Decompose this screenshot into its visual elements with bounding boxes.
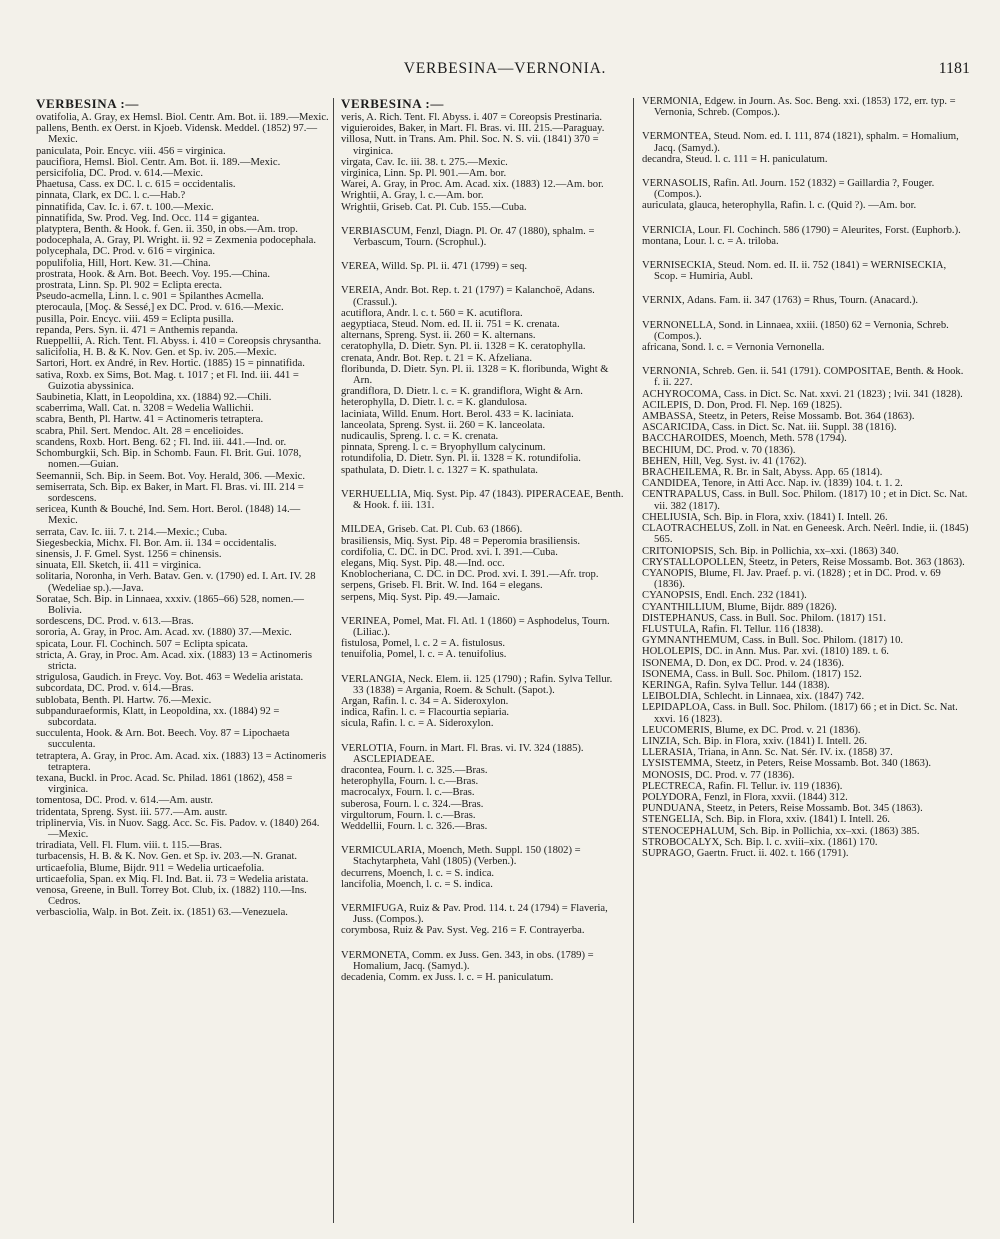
species-entry: macrocalyx, Fourn. l. c.—Bras. — [341, 787, 475, 799]
genus-entry: VERNISECKIA, Steud. Nom. ed. II. ii. 752 (1841) = WERNISECKIA, Scop. = Humiria, Aubl. — [642, 260, 947, 283]
synonym-entry: PLECTRECA, Rafin. Fl. Tellur. iv. 119 (1836). — [642, 780, 843, 792]
species-entry: spathulata, D. Dietr. l. c. 1327 = K. spathulata. — [341, 464, 538, 476]
species-entry: Soratae, Sch. Bip. in Linnaea, xxxiv. (1865–66) 528, nomen.—Bolivia. — [36, 593, 304, 616]
species-entry: prostrata, Hook. & Arn. Bot. Beech. Voy. 195.—China. — [36, 268, 271, 280]
species-entry: floribunda, D. Dietr. Syn. Pl. ii. 1328 = K. floribunda, Wight & Arn. — [341, 363, 609, 387]
species-entry: sativa, Roxb. ex Sims, Bot. Mag. t. 1017 ; et Fl. Ind. iii. 441 = Guizotia abyssinica. — [36, 369, 299, 392]
synonym-entry: BEHEN, Hill, Veg. Syst. iv. 41 (1762). — [642, 455, 807, 467]
species-entry: Rueppellii, A. Rich. Tent. Fl. Abyss. i. 410 = Coreopsis chrysantha. — [36, 336, 322, 348]
species-entry: repanda, Pers. Syn. ii. 471 = Anthemis repanda. — [36, 324, 238, 336]
species-entry: villosa, Nutt. in Trans. Am. Phil. Soc. N. S. vii. (1841) 370 = virginica. — [341, 134, 599, 157]
species-entry: heterophylla, Fourn. l. c.—Bras. — [341, 776, 479, 788]
species-entry: Argan, Rafin. l. c. 34 = A. Sideroxylon. — [341, 695, 509, 707]
column-right — [642, 96, 972, 1226]
page-header — [40, 60, 970, 88]
synonym-entry: LEIBOLDIA, Schlecht. in Linnaea, xix. (1847) 742. — [642, 691, 865, 703]
synonym-entry: STENOCEPHALUM, Sch. Bip. in Pollichia, xx–xxi. (1863) 385. — [642, 825, 920, 837]
species-entry: laciniata, Willd. Enum. Hort. Berol. 433 = K. laciniata. — [341, 408, 574, 420]
species-entry: venosa, Greene, in Bull. Torrey Bot. Club, ix. (1882) 110.—Ins. Cedros. — [36, 885, 307, 908]
species-entry: Wrightii, Griseb. Cat. Pl. Cub. 155.—Cuba. — [341, 201, 527, 213]
species-entry: scaberrima, Wall. Cat. n. 3208 = Wedelia Wallichii. — [36, 403, 254, 415]
species-entry: pinnata, Clark, ex DC. l. c.—Hab.? — [36, 190, 186, 202]
synonym-entry: ACHYROCOMA, Cass. in Dict. Sc. Nat. xxvi. 21 (1823) ; lvii. 341 (1828). — [642, 388, 963, 400]
species-entry: montana, Lour. l. c. = A. triloba. — [642, 235, 779, 247]
genus-entry: VERMONTEA, Steud. Nom. ed. I. 111, 874 (1821), sphalm. = Homalium, Jacq. (Samyd.). — [642, 131, 959, 154]
species-entry: lancifolia, Moench, l. c. = S. indica. — [341, 878, 493, 890]
species-entry: strigulosa, Gaudich. in Freyc. Voy. Bot. 463 = Wedelia aristata. — [36, 672, 304, 684]
species-entry: pusilla, Poir. Encyc. viii. 459 = Eclipta pusilla. — [36, 313, 234, 325]
species-entry: sicula, Rafin. l. c. = A. Sideroxylon. — [341, 718, 494, 730]
species-entry: pterocaula, [Moç. & Sessé,] ex DC. Prod. v. 616.—Mexic. — [36, 302, 284, 314]
species-entry: sublobata, Benth. Pl. Hartw. 76.—Mexic. — [36, 694, 212, 706]
genus-entry: VERHUELLIA, Miq. Syst. Pip. 47 (1843). PIPERACEAE, Benth. & Hook. f. iii. 131. — [341, 488, 624, 512]
synonym-entry: CRYSTALLOPOLLEN, Steetz, in Peters, Reise Mossamb. Bot. 363 (1863). — [642, 556, 965, 568]
dictionary-columns — [36, 96, 976, 1226]
species-entry: suberosa, Fourn. l. c. 324.—Bras. — [341, 798, 484, 810]
synonym-entry: CRITONIOPSIS, Sch. Bip. in Pollichia, xx–xxi. (1863) 340. — [642, 545, 899, 557]
species-entry: Siegesbeckia, Michx. Fl. Bor. Am. ii. 134 = occidentalis. — [36, 537, 277, 549]
synonym-entry: STENGELIA, Sch. Bip. in Flora, xxiv. (1841) I. Intell. 26. — [642, 814, 890, 826]
species-entry: acutiflora, Andr. l. c. t. 560 = K. acutiflora. — [341, 307, 523, 319]
species-entry: prostrata, Linn. Sp. Pl. 902 = Eclipta erecta. — [36, 280, 223, 292]
species-entry: spicata, Lour. Fl. Cochinch. 507 = Eclipta spicata. — [36, 638, 248, 650]
species-entry: ovatifolia, A. Gray, ex Hemsl. Biol. Centr. Am. Bot. ii. 189.—Mexic. — [36, 112, 329, 123]
synonym-entry: LINZIA, Sch. Bip. in Flora, xxiv. (1841) I. Intell. 26. — [642, 735, 867, 747]
species-entry: Weddellii, Fourn. l. c. 326.—Bras. — [341, 820, 488, 832]
column-left — [36, 96, 329, 1226]
species-entry: pinnatifida, Cav. Ic. i. 67. t. 100.—Mexic. — [36, 201, 214, 213]
genus-entry: VERNASOLIS, Rafin. Atl. Journ. 152 (1832) = Gaillardia ?, Fouger. (Compos.). — [642, 178, 935, 201]
species-entry: sinuata, Ell. Sketch, ii. 411 = virginica. — [36, 560, 202, 572]
species-entry: stricta, A. Gray, in Proc. Am. Acad. xix. (1883) 13 = Actinomeris stricta. — [36, 649, 312, 672]
genus-entry: VERMONIA, Edgew. in Journ. As. Soc. Beng. xxi. (1853) 172, err. typ. = Vernonia, Schreb. (Compos.). — [642, 96, 956, 119]
synonym-entry: GYMNANTHEMUM, Cass. in Bull. Soc. Philom. (1817) 10. — [642, 635, 904, 647]
synonym-entry: DISTEPHANUS, Cass. in Bull. Soc. Philom. (1817) 151. — [642, 612, 886, 624]
species-entry: tomentosa, DC. Prod. v. 614.—Am. austr. — [36, 795, 214, 807]
species-entry: triplinervia, Vis. in Nuov. Sagg. Acc. Sc. Fis. Padov. v. (1840) 264.—Mexic. — [36, 817, 320, 840]
genus-entry: VERMIFUGA, Ruiz & Pav. Prod. 114. t. 24 (1794) = Flaveria, Juss. (Compos.). — [341, 902, 608, 926]
species-entry: Saubinetia, Klatt, in Leopoldina, xx. (1884) 92.—Chili. — [36, 392, 272, 404]
species-entry: cordifolia, C. DC. in DC. Prod. xvi. I. 391.—Cuba. — [341, 546, 558, 558]
species-entry: grandiflora, D. Dietr. l. c. = K. grandiflora, Wight & Arn. — [341, 386, 583, 398]
synonym-entry: MONOSIS, DC. Prod. v. 77 (1836). — [642, 769, 795, 781]
synonym-entry: ISONEMA, Cass. in Bull. Soc. Philom. (1817) 152. — [642, 668, 862, 680]
genus-entry: MILDEA, Griseb. Cat. Pl. Cub. 63 (1866). — [341, 524, 523, 536]
synonym-entry: LLERASIA, Triana, in Ann. Sc. Nat. Sér. IV. ix. (1858) 37. — [642, 747, 893, 759]
species-entry: urticaefolia, Span. ex Miq. Fl. Ind. Bat. ii. 73 = Wedelia aristata. — [36, 873, 309, 885]
species-entry: Seemannii, Sch. Bip. in Seem. Bot. Voy. Herald, 306. —Mexic. — [36, 470, 306, 482]
synonym-entry: ASCARICIDA, Cass. in Dict. Sc. Nat. iii. Suppl. 38 (1816). — [642, 422, 897, 434]
genus-entry: VERNONELLA, Sond. in Linnaea, xxiii. (1850) 62 = Vernonia, Schreb. (Compos.). — [642, 319, 949, 342]
species-entry: brasiliensis, Miq. Syst. Pip. 48 = Peperomia brasiliensis. — [341, 535, 581, 547]
species-entry: lanceolata, Spreng. Syst. ii. 260 = K. lanceolata. — [341, 419, 545, 431]
species-entry: auriculata, glauca, heterophylla, Rafin. l. c. (Quid ?). —Am. bor. — [642, 200, 917, 212]
species-entry: solitaria, Noronha, in Verh. Batav. Gen. v. (1790) ed. I. Art. IV. 28 (Wedeliae sp.).—Java. — [36, 571, 316, 594]
genus-entry: VEREIA, Andr. Bot. Rep. t. 21 (1797) = Kalanchoë, Adans. (Crassul.). — [341, 285, 595, 308]
species-entry: africana, Sond. l. c. = Vernonia Vernonella. — [642, 342, 825, 354]
species-entry: decandra, Steud. l. c. 111 = H. paniculatum. — [642, 153, 828, 165]
species-entry: scabra, Benth, Pl. Hartw. 41 = Actinomeris tetraptera. — [36, 414, 264, 426]
species-entry: Wrightii, A. Gray, l. c.—Am. bor. — [341, 190, 484, 202]
species-entry: Schomburgkii, Sch. Bip. in Schomb. Faun. Fl. Brit. Gui. 1078, nomen.—Guian. — [36, 448, 302, 471]
species-entry: semiserrata, Sch. Bip. ex Baker, in Mart. Fl. Bras. vi. III. 214 = sordescens. — [36, 481, 304, 504]
species-entry: succulenta, Hook. & Arn. Bot. Beech. Voy. 87 = Lipochaeta succulenta. — [36, 728, 290, 751]
synonym-entry: BACCHAROIDES, Moench, Meth. 578 (1794). — [642, 433, 847, 445]
species-entry: sinensis, J. F. Gmel. Syst. 1256 = chinensis. — [36, 548, 222, 560]
species-entry: podocephala, A. Gray, Pl. Wright. ii. 92 = Zexmenia podocephala. — [36, 235, 317, 247]
synonym-entry: CLAOTRACHELUS, Zoll. in Nat. en Geneesk. Arch. Neêrl. Indie, ii. (1845) 565. — [642, 523, 969, 546]
species-entry: elegans, Miq. Syst. Pip. 48.—Ind. occ. — [341, 557, 505, 569]
synonym-entry: FLUSTULA, Rafin. Fl. Tellur. 116 (1838). — [642, 623, 824, 635]
species-entry: tridentata, Spreng. Syst. iii. 577.—Am. austr. — [36, 806, 228, 818]
species-entry: Phaetusa, Cass. ex DC. l. c. 615 = occidentalis. — [36, 179, 236, 191]
species-entry: texana, Buckl. in Proc. Acad. Sc. Philad. 1861 (1862), 458 = virginica. — [36, 772, 293, 796]
synonym-entry: LYSISTEMMA, Steetz, in Peters, Reise Mossamb. Bot. 340 (1863). — [642, 758, 932, 770]
species-entry: viguieroides, Baker, in Mart. Fl. Bras. vi. III. 215.—Paraguay. — [341, 123, 605, 135]
species-entry: verbasciolia, Walp. in Bot. Zeit. ix. (1851) 63.—Venezuela. — [36, 907, 288, 919]
species-entry: Knoblocheriana, C. DC. in DC. Prod. xvi. I. 391.—Afr. trop. — [341, 569, 599, 581]
species-entry: tetraptera, A. Gray, in Proc. Am. Acad. xix. (1883) 13 = Actinomeris tetraptera. — [36, 750, 327, 773]
species-entry: sericea, Kunth & Bouché, Ind. Sem. Hort. Berol. (1848) 14.—Mexic. — [36, 504, 301, 527]
species-entry: virgultorum, Fourn. l. c.—Bras. — [341, 809, 476, 821]
synonym-entry: CYANTHILLIUM, Blume, Bijdr. 889 (1826). — [642, 601, 837, 613]
genus-entry: VERLOTIA, Fourn. in Mart. Fl. Bras. vi. IV. 324 (1885). ASCLEPIADEAE. — [341, 742, 584, 765]
species-entry: pallens, Benth. ex Oerst. in Kjoeb. Vidensk. Meddel. (1852) 97.—Mexic. — [36, 123, 318, 146]
synonym-entry: PUNDUANA, Steetz, in Peters, Reise Mossamb. Bot. 345 (1863). — [642, 803, 923, 815]
species-entry: turbacensis, H. B. & K. Nov. Gen. et Sp. iv. 203.—N. Granat. — [36, 851, 298, 863]
synonym-entry: CENTRAPALUS, Cass. in Bull. Soc. Philom. (1817) 10 ; et in Dict. Sc. Nat. vii. 382 (1817). — [642, 489, 968, 512]
species-entry: polycephala, DC. Prod. v. 616 = virginica. — [36, 246, 215, 258]
genus-entry: VERBIASCUM, Fenzl, Diagn. Pl. Or. 47 (1880), sphalm. = Verbascum, Tourn. (Scrophul.). — [341, 225, 595, 249]
synonym-entry: LEPIDAPLOA, Cass. in Bull. Soc. Philom. (1817) 66 ; et in Dict. Sc. Nat. xxvi. 16 (1823). — [642, 702, 958, 725]
species-entry: sordescens, DC. Prod. v. 613.—Bras. — [36, 616, 194, 628]
synonym-entry: CHELIUSIA, Sch. Bip. in Flora, xxiv. (1841) I. Intell. 26. — [642, 511, 888, 523]
species-entry: aegyptiaca, Steud. Nom. ed. II. ii. 751 = K. crenata. — [341, 319, 560, 331]
genus-entry: VERNICIA, Lour. Fl. Cochinch. 586 (1790) = Aleurites, Forst. (Euphorb.). — [642, 224, 961, 236]
synonym-entry: BECHIUM, DC. Prod. v. 70 (1836). — [642, 444, 796, 456]
species-entry: tenuifolia, Pomel, l. c. = A. tenuifolius. — [341, 649, 507, 661]
species-entry: populifolia, Hill, Hort. Kew. 31.—China. — [36, 257, 211, 269]
genus-entry: VEREA, Willd. Sp. Pl. ii. 471 (1799) = seq. — [341, 261, 528, 273]
page-number: 1181 — [938, 60, 970, 77]
genus-entry: VERLANGIA, Neck. Elem. ii. 125 (1790) ; Rafin. Sylva Tellur. 33 (1838) = Argania, Roem. & Schult. (Sapot.). — [341, 673, 613, 696]
synonym-entry: POLYDORA, Fenzl, in Flora, xxvii. (1844) 312. — [642, 791, 848, 803]
species-entry: rotundifolia, D. Dietr. Syn. Pl. ii. 1328 = K. rotundifolia. — [341, 453, 581, 465]
column-divider — [333, 98, 334, 1223]
species-entry: heterophylla, D. Dietr. l. c. = K. glandulosa. — [341, 397, 528, 409]
species-entry: indica, Rafin. l. c. = Flacourtia sepiaria. — [341, 707, 510, 719]
genus-heading: VERBESINA :— — [36, 96, 139, 111]
species-entry: veris, A. Rich. Tent. Fl. Abyss. i. 407 = Coreopsis Prestinaria. — [341, 112, 603, 123]
species-entry: Sartori, Hort. ex André, in Rev. Hortic. (1885) 15 = pinnatifida. — [36, 358, 305, 370]
synonym-entry: ACILEPIS, D. Don, Prod. Fl. Nep. 169 (1825). — [642, 399, 843, 411]
species-entry: serrata, Cav. Ic. iii. 7. t. 214.—Mexic.; Cuba. — [36, 526, 228, 538]
genus-entry: VERMICULARIA, Moench, Meth. Suppl. 150 (1802) = Stachytarpheta, Vahl (1805) (Verben.). — [341, 845, 581, 868]
species-entry: decadenia, Comm. ex Juss. l. c. = H. paniculatum. — [341, 972, 554, 983]
species-entry: sororia, A. Gray, in Proc. Am. Acad. xv. (1880) 37.—Mexic. — [36, 627, 292, 639]
species-entry: nudicaulis, Spreng. l. c. = K. crenata. — [341, 431, 499, 443]
synonym-entry: ISONEMA, D. Don, ex DC. Prod. v. 24 (1836). — [642, 657, 845, 669]
synonym-entry: BRACHEILEMA, R. Br. in Salt, Abyss. App. 65 (1814). — [642, 467, 883, 479]
species-entry: serpens, Griseb. Fl. Brit. W. Ind. 164 = elegans. — [341, 580, 543, 592]
species-entry: platyptera, Benth. & Hook. f. Gen. ii. 350, in obs.—Am. trop. — [36, 224, 298, 236]
species-entry: alternans, Spreng. Syst. ii. 260 = K. alternans. — [341, 330, 536, 342]
species-entry: urticaefolia, Blume, Bijdr. 911 = Wedelia urticaefolia. — [36, 862, 265, 874]
genus-entry: VERNIX, Adans. Fam. ii. 347 (1763) = Rhus, Tourn. (Anacard.). — [642, 295, 919, 307]
species-entry: decurrens, Moench, l. c. = S. indica. — [341, 867, 495, 879]
species-entry: Warei, A. Gray, in Proc. Am. Acad. xix. (1883) 12.—Am. bor. — [341, 179, 604, 191]
synonym-entry: SUPRAGO, Gaertn. Fruct. ii. 402. t. 166 (1791). — [642, 847, 849, 859]
column-middle — [341, 96, 625, 1226]
species-entry: corymbosa, Ruiz & Pav. Syst. Veg. 216 = F. Contrayerba. — [341, 925, 585, 937]
species-entry: fistulosa, Pomel, l. c. 2 = A. fistulosus. — [341, 638, 506, 650]
synonym-entry: STROBOCALYX, Sch. Bip. l. c. xviii–xix. (1861) 170. — [642, 836, 878, 848]
species-entry: pinnata, Spreng. l. c. = Bryophyllum calycinum. — [341, 442, 546, 454]
synonym-entry: CYANOPIS, Blume, Fl. Jav. Praef. p. vi. (1828) ; et in DC. Prod. v. 69 (1836). — [642, 567, 941, 591]
species-entry: paucifiora, Hemsl. Biol. Centr. Am. Bot. ii. 189.—Mexic. — [36, 156, 281, 168]
species-entry: paniculata, Poir. Encyc. viii. 456 = virginica. — [36, 145, 226, 157]
species-entry: scabra, Phil. Sert. Mendoc. Alt. 28 = encelioides. — [36, 425, 244, 437]
species-entry: virginica, Linn. Sp. Pl. 901.—Am. bor. — [341, 168, 507, 180]
species-entry: dracontea, Fourn. l. c. 325.—Bras. — [341, 764, 488, 776]
synonym-entry: AMBASSA, Steetz, in Peters, Reise Mossamb. Bot. 364 (1863). — [642, 411, 915, 423]
species-entry: triradiata, Vell. Fl. Flum. viii. t. 115.—Bras. — [36, 840, 222, 852]
genus-entry: VERINEA, Pomel, Mat. Fl. Atl. 1 (1860) = Asphodelus, Tourn. (Liliac.). — [341, 615, 610, 638]
genus-heading: VERBESINA :— — [341, 96, 444, 111]
species-entry: virgata, Cav. Ic. iii. 38. t. 275.—Mexic. — [341, 156, 508, 168]
species-entry: ceratophylla, D. Dietr. Syn. Pl. ii. 1328 = K. ceratophylla. — [341, 341, 586, 353]
genus-entry: VERNONIA, Schreb. Gen. ii. 541 (1791). COMPOSITAE, Benth. & Hook. f. ii. 227. — [642, 366, 964, 389]
species-entry: salicifolia, H. B. & K. Nov. Gen. et Sp. iv. 205.—Mexic. — [36, 347, 277, 359]
synonym-entry: LEUCOMERIS, Blume, ex DC. Prod. v. 21 (1836). — [642, 724, 861, 736]
species-entry: subpanduraeformis, Klatt, in Leopoldina, xx. (1884) 92 = subcordata. — [36, 705, 280, 728]
column-divider — [633, 98, 634, 1223]
synonym-entry: CANDIDEA, Tenore, in Atti Acc. Nap. iv. (1839) 104. t. 1. 2. — [642, 478, 903, 490]
running-head: VERBESINA—VERNONIA. — [403, 60, 607, 77]
species-entry: subcordata, DC. Prod. v. 614.—Bras. — [36, 683, 194, 695]
genus-entry: VERMONETA, Comm. ex Juss. Gen. 343, in obs. (1789) = Homalium, Jacq. (Samyd.). — [341, 949, 594, 972]
species-entry: serpens, Miq. Syst. Pip. 49.—Jamaic. — [341, 591, 500, 603]
species-entry: scandens, Roxb. Hort. Beng. 62 ; Fl. Ind. iii. 441.—Ind. or. — [36, 436, 287, 448]
species-entry: Pseudo-acmella, Linn. l. c. 901 = Spilanthes Acmella. — [36, 291, 264, 303]
synonym-entry: KERINGA, Rafin. Sylva Tellur. 144 (1838). — [642, 679, 830, 691]
synonym-entry: CYANOPSIS, Endl. Ench. 232 (1841). — [642, 590, 807, 602]
species-entry: crenata, Andr. Bot. Rep. t. 21 = K. Afzeliana. — [341, 352, 533, 364]
species-entry: pinnatifida, Sw. Prod. Veg. Ind. Occ. 114 = gigantea. — [36, 212, 260, 224]
species-entry: persicifolia, DC. Prod. v. 614.—Mexic. — [36, 168, 204, 180]
synonym-entry: HOLOLEPIS, DC. in Ann. Mus. Par. xvi. (1810) 189. t. 6. — [642, 646, 889, 658]
